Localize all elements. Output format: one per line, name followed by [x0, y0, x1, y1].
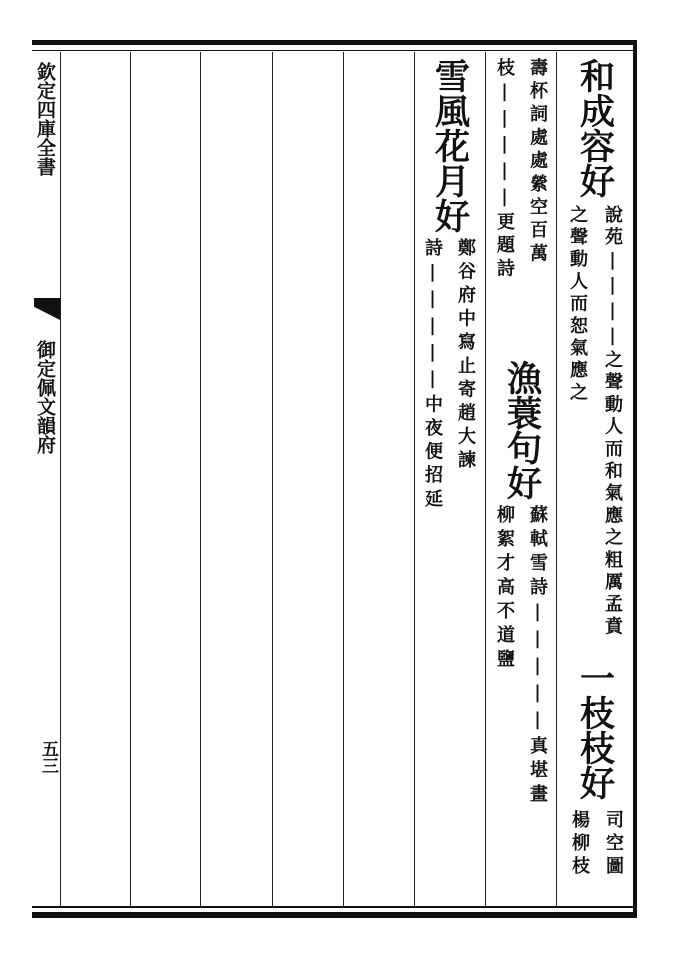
- entry-2-annotation: [562, 810, 630, 900]
- entry-2-head: 一枝枝好: [574, 660, 616, 800]
- entry-1-head-column: [563, 58, 627, 198]
- entry-4-head: 漁蓑句好: [501, 360, 543, 500]
- entry-1-head: 和成容好: [574, 58, 616, 198]
- entry-1-text: 說苑||||之聲動人而和氣應之粗厲孟賁之聲動人而恕氣應之: [567, 205, 623, 639]
- column-line: [485, 52, 486, 906]
- column-line: [556, 52, 557, 906]
- column-line: [343, 52, 344, 906]
- right-border: [633, 40, 637, 918]
- column-line: [130, 52, 131, 906]
- column-line: [414, 52, 415, 906]
- entry-4-annotation: [488, 505, 554, 815]
- top-border-thin: [32, 50, 636, 51]
- column-line: [60, 52, 61, 906]
- bottom-border-thin: [32, 906, 636, 908]
- book-title: 欽定四庫全書: [34, 62, 56, 176]
- margin-book-title: [30, 62, 60, 176]
- entry-4-text: 蘇軾雪詩|||||真堪畫柳絮才高不道鹽: [494, 505, 548, 808]
- bottom-border: [32, 912, 636, 918]
- entry-2-head-column: [563, 660, 627, 800]
- entry-2-text: 司空圖楊柳枝: [569, 810, 624, 879]
- fishtail-mark: [34, 298, 60, 320]
- entry-5-text: 鄭谷府中寫止寄趙大諫詩|||||中夜便招延: [422, 238, 476, 513]
- entry-4-head-column: [490, 360, 554, 500]
- entry-1-annotation: [560, 205, 630, 645]
- page-number: 五三: [38, 740, 58, 774]
- top-border: [32, 40, 636, 45]
- entry-3-annotation: [488, 58, 554, 358]
- entry-3-text: 壽杯詞處處縈空百萬枝|||||更題詩: [494, 58, 548, 282]
- entry-5-head-column: [418, 58, 482, 233]
- entry-5-head: 雪風花月好: [429, 58, 471, 233]
- entry-5-annotation: [416, 238, 482, 598]
- column-line: [272, 52, 273, 906]
- margin-page-number: [34, 740, 62, 774]
- sub-title: 御定佩文韻府: [34, 340, 56, 454]
- margin-sub-title: [30, 340, 60, 454]
- column-line: [200, 52, 201, 906]
